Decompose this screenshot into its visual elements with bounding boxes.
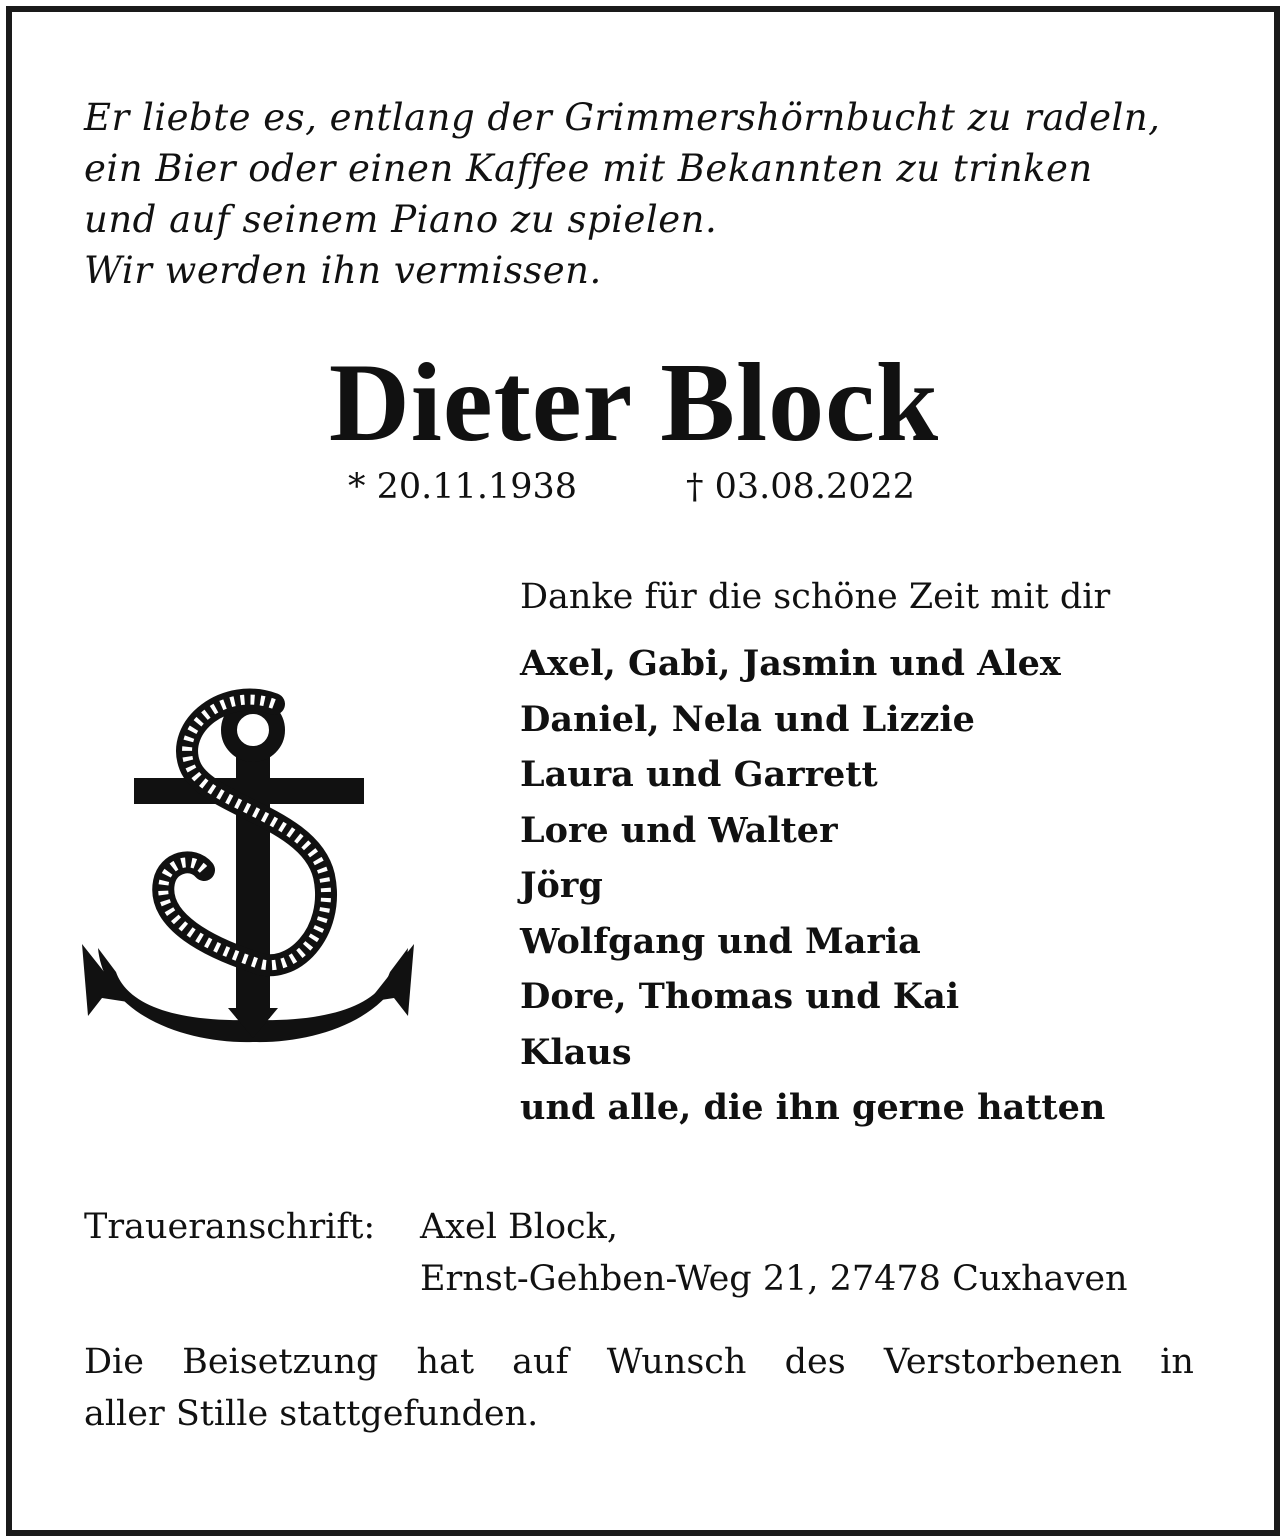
notice-line-2: aller Stille stattgefunden.	[84, 1394, 539, 1434]
mourners-list	[520, 636, 1105, 1136]
mourner-entry: Lore und Walter	[520, 809, 838, 851]
notice-line-1	[84, 1336, 1194, 1388]
notice-word: Die	[84, 1342, 144, 1382]
mourner-entry: Laura und Garrett	[520, 754, 878, 795]
notice-word: Wunsch	[606, 1342, 747, 1382]
mourner-entry: Klaus	[520, 1031, 632, 1073]
deceased-name: Dieter Block	[328, 341, 940, 465]
notice-word: auf	[512, 1342, 569, 1382]
address-label: Traueranschrift:	[84, 1207, 376, 1247]
notice-word: Verstorbenen	[883, 1342, 1123, 1382]
birth-date: * 20.11.1938	[348, 467, 578, 507]
address-line-1: Axel Block,	[420, 1207, 618, 1247]
mourner-entry: Wolfgang und Maria	[520, 920, 921, 962]
quote-line: Wir werden ihn vermissen.	[84, 249, 602, 292]
mourner-entry: Axel, Gabi, Jasmin und Alex	[520, 643, 1061, 684]
anchor-icon	[78, 686, 418, 1058]
quote-line: Er liebte es, entlang der Grimmershörnbucht zu radeln,	[84, 96, 1161, 139]
mourner-entry: und alle, die ihn gerne hatten	[520, 1087, 1106, 1128]
mourner-entry: Dore, Thomas und Kai	[520, 976, 960, 1017]
notice-word: in	[1160, 1342, 1194, 1382]
notice-word: des	[784, 1342, 846, 1382]
burial-notice	[84, 1336, 1194, 1440]
memorial-quote	[84, 92, 1204, 296]
notice-word: Beisetzung	[182, 1342, 379, 1382]
quote-line: und auf seinem Piano zu spielen.	[84, 198, 718, 241]
thanks-line: Danke für die schöne Zeit mit dir	[520, 577, 1111, 617]
mourner-entry: Jörg	[520, 865, 603, 906]
notice-word: hat	[416, 1342, 475, 1382]
address-line-2: Ernst-Gehben-Weg 21, 27478 Cuxhaven	[420, 1259, 1128, 1299]
death-date: † 03.08.2022	[686, 467, 916, 507]
quote-line: ein Bier oder einen Kaffee mit Bekannten zu trinken	[84, 147, 1093, 190]
mourner-entry: Daniel, Nela und Lizzie	[520, 698, 975, 740]
